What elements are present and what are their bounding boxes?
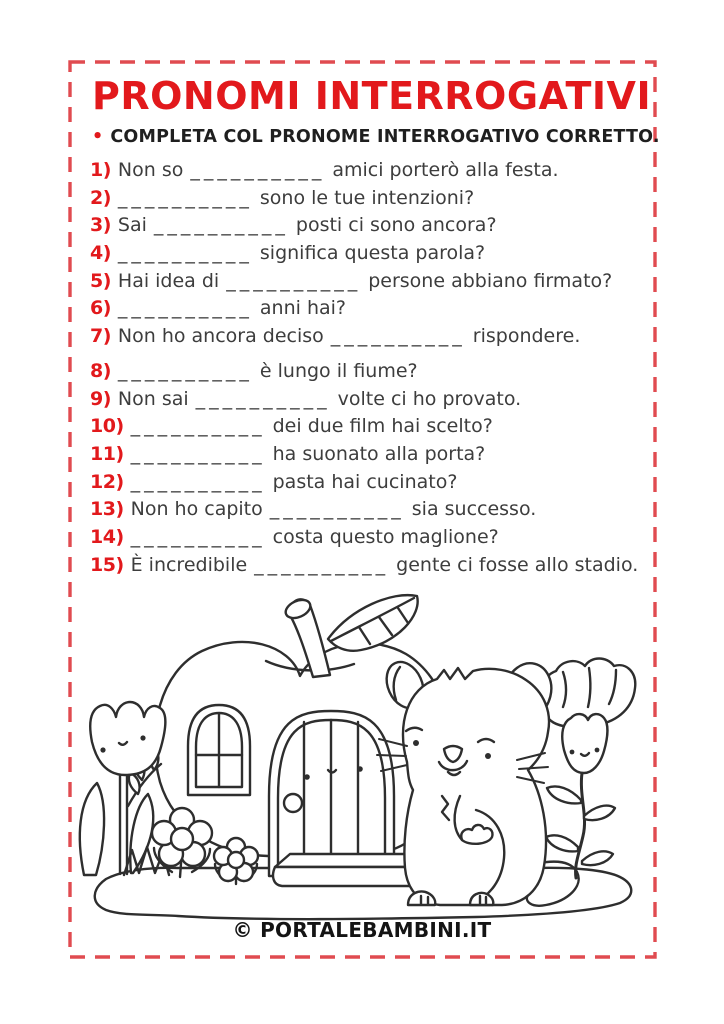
- item-text-after: significa questa parola?: [259, 242, 486, 265]
- item-text-after: ha suonato alla porta?: [272, 442, 486, 465]
- exercise-item-8: [90, 360, 650, 388]
- item-number: 12): [90, 470, 124, 493]
- item-text-before: Non ho ancora deciso: [117, 325, 324, 348]
- item-text-after: costa questo maglione?: [272, 525, 499, 548]
- item-text-after: sia successo.: [411, 498, 537, 521]
- instructions: [92, 127, 660, 147]
- mouse-eye-left: [413, 740, 419, 746]
- item-number: 4): [90, 242, 111, 265]
- tulip-left-head: [90, 702, 165, 775]
- exercise-item-11: [90, 443, 650, 471]
- exercise-item-4: [90, 242, 650, 270]
- mouse-eye-right: [485, 753, 491, 759]
- tulips-right: [541, 659, 635, 879]
- item-text-before: Sai: [117, 214, 147, 237]
- item-number: 7): [90, 325, 111, 348]
- item-text-after: anni hai?: [259, 297, 346, 320]
- fill-in-blank: __________: [153, 214, 289, 237]
- item-number: 11): [90, 442, 124, 465]
- fill-in-blank: __________: [195, 387, 331, 410]
- fill-in-blank: __________: [117, 186, 253, 209]
- mouse-foot-right: [470, 893, 493, 905]
- item-number: 3): [90, 214, 111, 237]
- item-number: 6): [90, 297, 111, 320]
- daisy-large-center: [171, 828, 193, 850]
- item-text-after: posti ci sono ancora?: [295, 214, 497, 237]
- fill-in-blank: __________: [117, 297, 253, 320]
- fill-in-blank: __________: [226, 269, 362, 292]
- exercise-item-15: [90, 554, 650, 582]
- exercise-item-5: [90, 270, 650, 298]
- fill-in-blank: __________: [130, 415, 266, 438]
- item-text-after: rispondere.: [472, 325, 581, 348]
- item-number: 5): [90, 269, 111, 292]
- exercise-item-7: [90, 325, 650, 353]
- item-text-after: è lungo il fiume?: [259, 359, 418, 382]
- tulip-left-eye2: [140, 735, 145, 740]
- item-number: 2): [90, 186, 111, 209]
- instructions-text: COMPLETA COL PRONOME INTERROGATIVO CORRETTO.: [110, 127, 660, 147]
- door-eye-right: [357, 766, 363, 772]
- item-text-before: È incredibile: [130, 553, 248, 576]
- fill-in-blank: __________: [117, 359, 253, 382]
- item-text-before: Non ho capito: [130, 498, 263, 521]
- item-text-after: gente ci fosse allo stadio.: [396, 553, 639, 576]
- item-text-after: volte ci ho provato.: [337, 387, 522, 410]
- item-number: 13): [90, 498, 124, 521]
- daisy-small-center: [228, 852, 244, 868]
- item-text-after: dei due film hai scelto?: [272, 415, 493, 438]
- tulip-left-eye1: [100, 747, 105, 752]
- item-text-after: persone abbiano firmato?: [368, 269, 613, 292]
- exercise-item-3: [90, 214, 650, 242]
- item-text-after: amici porterò alla festa.: [332, 159, 559, 181]
- fill-in-blank: __________: [269, 498, 405, 521]
- mouse-foot-left: [408, 892, 435, 906]
- fill-in-blank: __________: [130, 525, 266, 548]
- item-number: 1): [90, 159, 111, 181]
- exercise-item-14: [90, 526, 650, 554]
- fill-in-blank: __________: [130, 470, 266, 493]
- exercise-item-13: [90, 498, 650, 526]
- fill-in-blank: __________: [130, 442, 266, 465]
- item-number: 9): [90, 387, 111, 410]
- item-text-before: Non sai: [117, 387, 189, 410]
- door-knob: [284, 794, 302, 812]
- fill-in-blank: __________: [254, 553, 390, 576]
- bullet-icon: •: [92, 127, 104, 147]
- tulip-right-eye2: [595, 748, 600, 753]
- item-text-before: Non so: [117, 159, 184, 181]
- door-eye-left: [304, 774, 310, 780]
- mouse-body: [403, 668, 549, 905]
- item-text-before: Hai idea di: [117, 269, 220, 292]
- exercise-item-12: [90, 471, 650, 499]
- exercise-item-9: [90, 388, 650, 416]
- item-number: 10): [90, 415, 124, 438]
- exercise-item-10: [90, 415, 650, 443]
- tulip-right-head: [562, 714, 607, 773]
- tulip-right-leaves: [546, 787, 615, 866]
- page-title: PRONOMI INTERROGATIVI: [92, 74, 652, 118]
- tulip-right-eye1: [570, 750, 575, 755]
- copyright-footer: © PORTALEBAMBINI.IT: [232, 918, 492, 942]
- item-text-after: pasta hai cucinato?: [272, 470, 458, 493]
- fill-in-blank: __________: [330, 325, 466, 348]
- exercise-item-6: [90, 297, 650, 325]
- exercise-item-2: [90, 187, 650, 215]
- tulip-left-leaf1: [80, 783, 104, 875]
- item-number: 14): [90, 525, 124, 548]
- item-text-after: sono le tue intenzioni?: [259, 186, 475, 209]
- coloring-illustration: [76, 584, 654, 922]
- exercise-item-1: [90, 159, 650, 187]
- fill-in-blank: __________: [117, 242, 253, 265]
- tulip-left-stem: [120, 775, 127, 874]
- item-number: 8): [90, 359, 111, 382]
- exercise-list: [90, 159, 650, 581]
- fill-in-blank: __________: [190, 159, 326, 181]
- item-number: 15): [90, 553, 124, 576]
